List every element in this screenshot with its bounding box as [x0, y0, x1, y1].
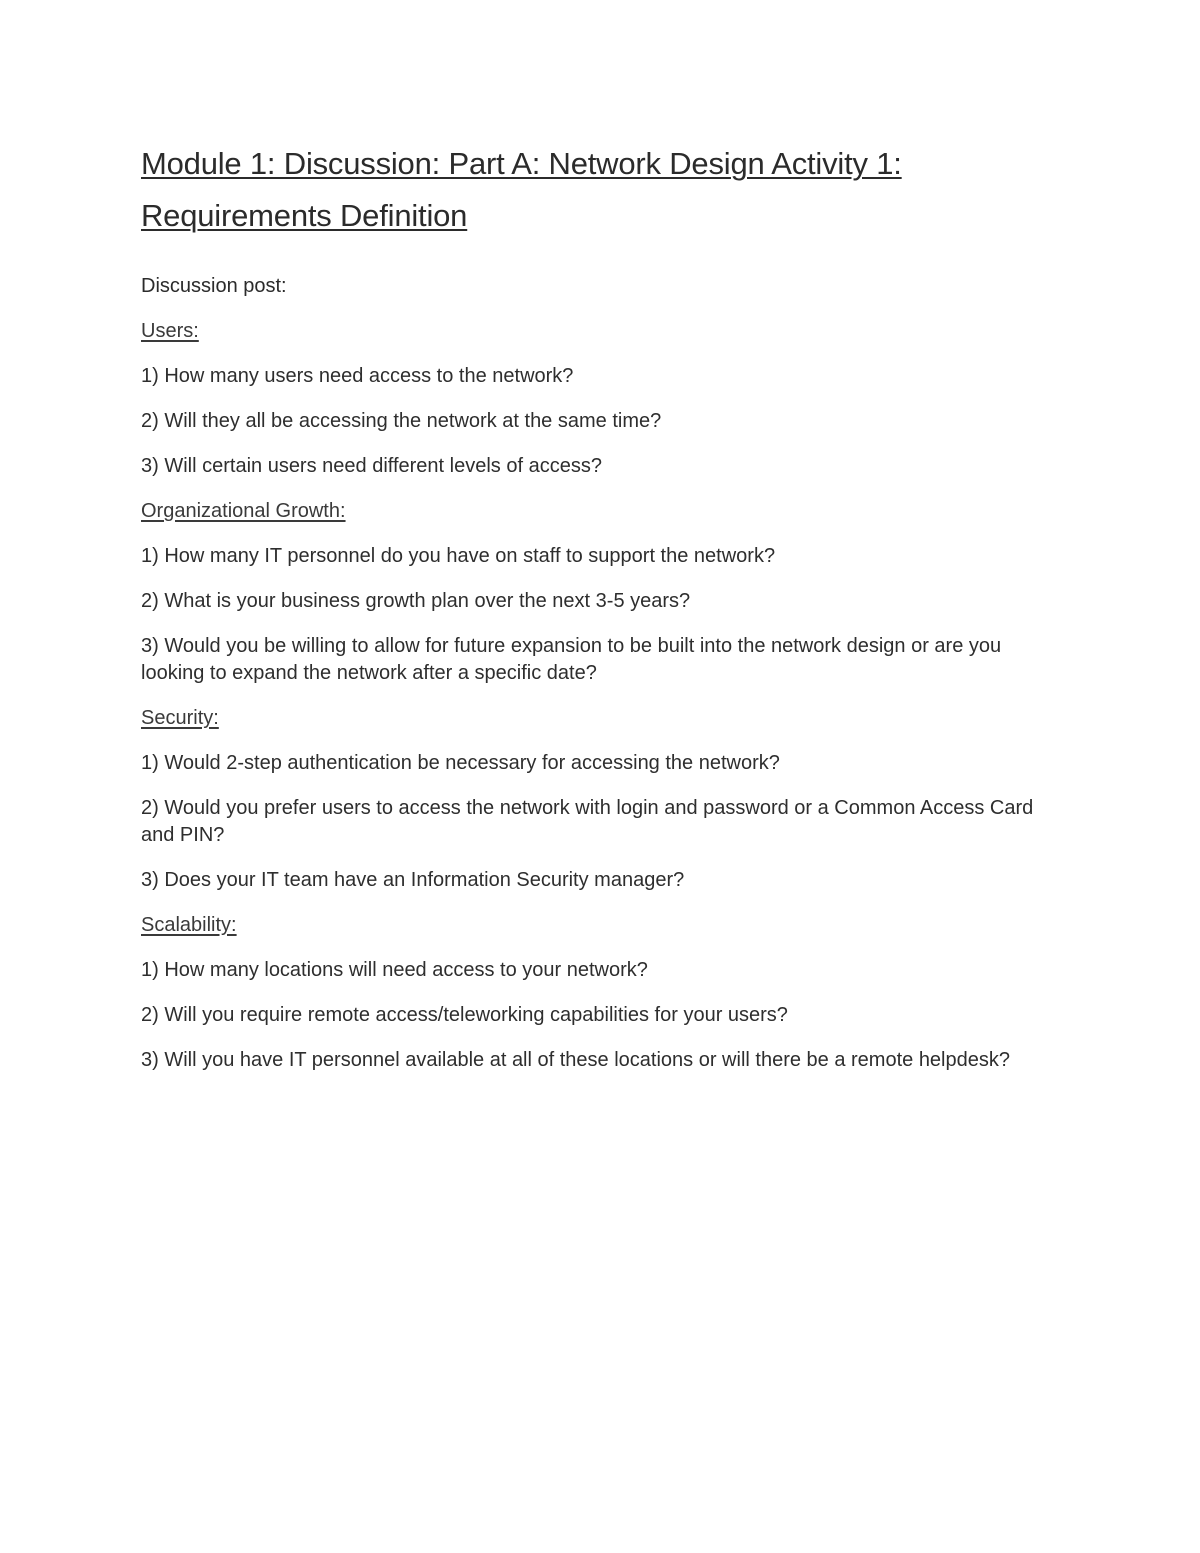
question-item: 1) How many locations will need access to your network? [141, 959, 648, 981]
question-item: 1) How many users need access to the network? [141, 365, 574, 387]
section-security [141, 705, 1061, 894]
discussion-intro: Discussion post: [141, 275, 287, 297]
section-heading: Security: [141, 707, 219, 729]
question-item: 1) Would 2-step authentication be necessary for accessing the network? [141, 752, 780, 774]
question-item: 3) Does your IT team have an Information Security manager? [141, 869, 685, 891]
question-item: 3) Will you have IT personnel available at all of these locations or will there be a remote helpdesk? [141, 1049, 1010, 1071]
document-title: Module 1: Discussion: Part A: Network Design Activity 1: Requirements Definition [141, 146, 902, 233]
section-scalability [141, 912, 1061, 1074]
section-heading: Scalability: [141, 914, 237, 936]
question-item: 2) What is your business growth plan over the next 3-5 years? [141, 590, 691, 612]
question-item: 3) Would you be willing to allow for future expansion to be built into the network design or are you looking to expand the network after a specific date? [141, 635, 1002, 684]
question-item: 3) Will certain users need different levels of access? [141, 455, 602, 477]
question-item: 2) Will they all be accessing the network at the same time? [141, 410, 662, 432]
section-heading: Organizational Growth: [141, 500, 346, 522]
question-item: 2) Will you require remote access/teleworking capabilities for your users? [141, 1004, 788, 1026]
document-body [141, 138, 1061, 1074]
section-heading: Users: [141, 320, 199, 342]
section-organizational-growth [141, 498, 1061, 687]
question-item: 1) How many IT personnel do you have on staff to support the network? [141, 545, 776, 567]
section-users [141, 318, 1061, 480]
question-item: 2) Would you prefer users to access the network with login and password or a Common Access Card and PIN? [141, 797, 1034, 846]
